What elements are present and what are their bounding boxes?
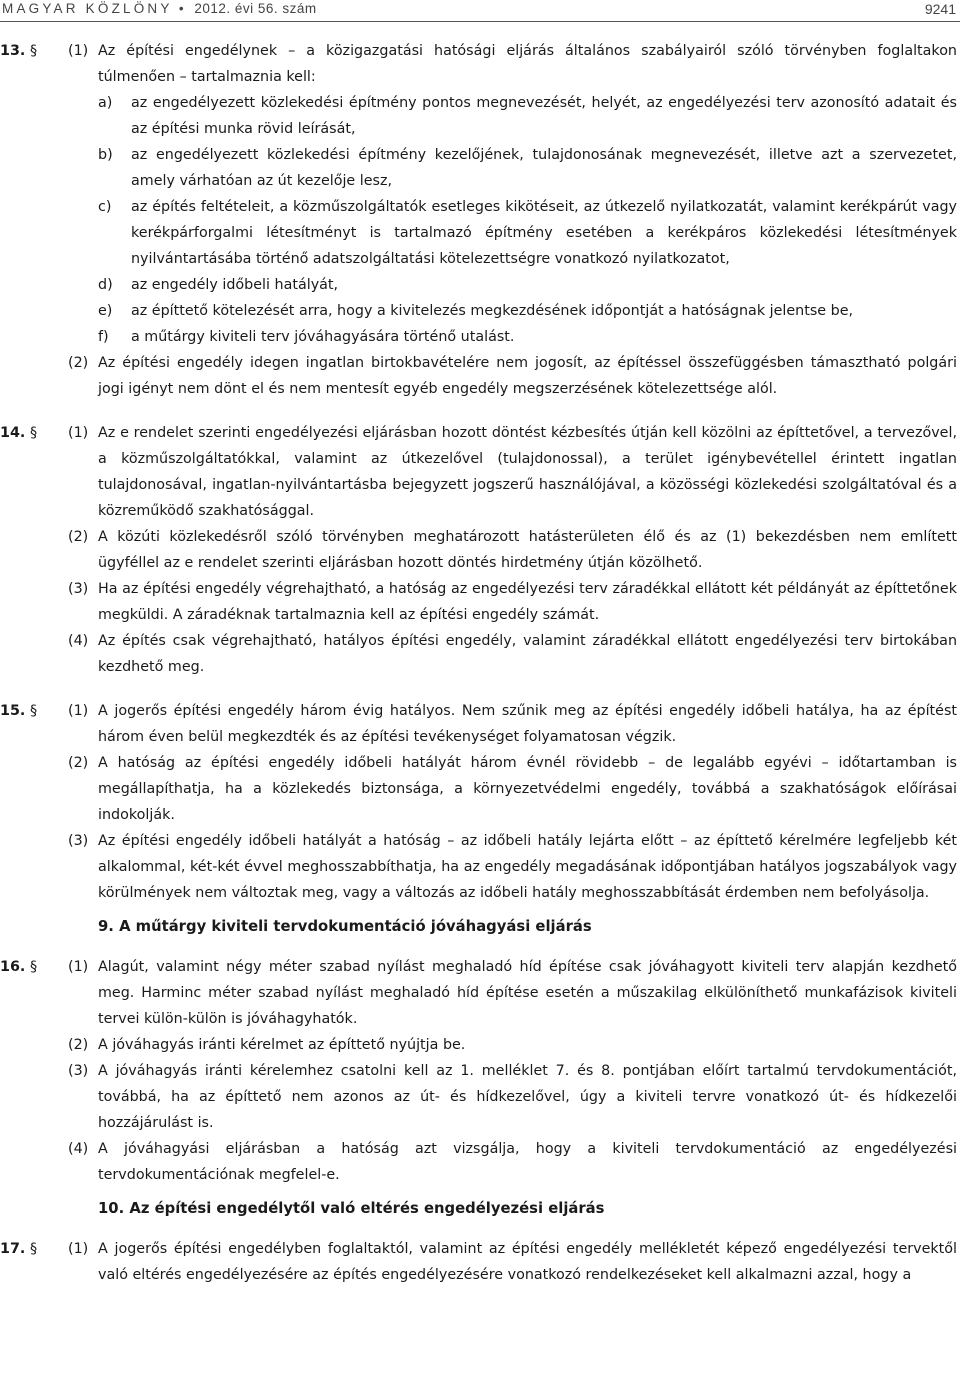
header-bullet: • [178, 1, 185, 16]
section-14-para-1 [0, 420, 960, 524]
paragraph-text: A jogerős építési engedély három évig hatályos. Nem szűnik meg az építési engedély időbeli hatálya, ha az építést három éven belül megkezdték és az építési tevékenységet folyamatosan végzik. [98, 703, 957, 745]
section-number: 16. [0, 959, 26, 975]
paragraph-text: Az építési engedély idegen ingatlan birtokbavételére nem jogosít, az építéssel összefüggésben támasztható polgári jogi igényt nem dönt el és nem mentesít egyéb engedély megszerzésének kötelezettsége alól. [98, 355, 957, 397]
paragraph-text: Az építés csak végrehajtható, hatályos építési engedély, valamint záradékkal ellátott engedélyezési terv birtokában kezdhető meg. [98, 633, 957, 675]
item-letter: f) [98, 329, 109, 345]
paragraph-number: (2) [68, 755, 89, 771]
paragraph-number: (3) [68, 833, 89, 849]
section-symbol: § [30, 959, 38, 975]
section-16-para-2 [0, 1032, 960, 1058]
paragraph-text: A jogerős építési engedélyben foglaltaktól, valamint az építési engedély mellékletét képező engedélyezési tervektől való eltérés engedélyezésére az építés engedélyezésére vonatkozó rendelkezéseket kell alkalmazni azzal, hogy a [98, 1241, 957, 1283]
paragraph-number: (2) [68, 1037, 89, 1053]
section-15-para-1 [0, 698, 960, 750]
chapter-heading-9: 9. A műtárgy kiviteli tervdokumentáció jóváhagyási eljárás [98, 918, 592, 935]
paragraph-number: (3) [68, 1063, 89, 1079]
item-text: az engedély időbeli hatályát, [131, 277, 339, 293]
section-number: 15. [0, 703, 26, 719]
paragraph-text: Az e rendelet szerinti engedélyezési eljárásban hozott döntést kézbesítés útján kell közölni az építtetővel, a tervezővel, a közműszolgáltatókkal, valamint az útkezelővel (tulajdonossal), a terület igénybevétellel érintett ingatlan tulajdonosával, ingatlan-nyilvántartásba bejegyzett jogszerű használójával, a közösségi közlekedési szolgáltatóval és a közreműködő szakhatósággal. [98, 425, 957, 519]
header-publication-line [2, 1, 317, 16]
section-14-para-2 [0, 524, 960, 576]
section-16-para-1 [0, 954, 960, 1032]
list-item [0, 298, 960, 324]
page-number: 9241 [924, 1, 956, 17]
paragraph-text: Az építési engedély időbeli hatályát a hatóság – az időbeli hatály lejárta előtt – az építtető kérelmére legfeljebb két alkalommal, két-két évvel meghosszabbíthatja, ha az engedély megadásának időpontjában hatályos jogszabályok vagy körülmények nem változtak meg, vagy a változás az időbeli hatály meghosszabbítását érdemben nem befolyásolja. [98, 833, 957, 901]
item-text: az építtető kötelezését arra, hogy a kivitelezés megkezdésének időpontját a hatóságnak jelentse be, [131, 303, 854, 319]
section-14-para-3 [0, 576, 960, 628]
paragraph-text: A hatóság az építési engedély időbeli hatályát három évnél rövidebb – de legalább egyévi – időtartamban is megállapíthatja, ha a közlekedés biztonsága, a környezetvédelmi engedély, továbbá a szakhatóságok előírásai indokolják. [98, 755, 957, 823]
paragraph-text: Az építési engedélynek – a közigazgatási hatósági eljárás általános szabályairól szóló törvényben foglaltakon túlmenően – tartalmaznia kell: [98, 43, 957, 85]
list-item [0, 194, 960, 272]
page-header [0, 0, 960, 22]
item-text: az engedélyezett közlekedési építmény pontos megnevezését, helyét, az engedélyezési terv azonosító adatait és az építési munka rövid leírását, [131, 95, 957, 137]
section-13-para-2 [0, 350, 960, 402]
paragraph-number: (4) [68, 633, 89, 649]
item-text: az építés feltételeit, a közműszolgáltatók esetleges kikötéseit, az útkezelő nyilatkozatát, valamint kerékpárút vagy kerékpárforgalmi létesítményt is tartalmazó építmény esetében a kerékpáros közlekedési létesítmények nyilvántartásába történő adatszolgáltatási kötelezettségre vonatkozó nyilatkozatot, [131, 199, 957, 267]
item-text: a műtárgy kiviteli terv jóváhagyására történő utalást. [131, 329, 515, 345]
header-divider [0, 21, 960, 22]
item-letter: e) [98, 303, 113, 319]
section-symbol: § [30, 43, 38, 59]
item-letter: b) [98, 147, 113, 163]
list-item [0, 90, 960, 142]
paragraph-text: A jóváhagyás iránti kérelmet az építtető nyújtja be. [98, 1037, 466, 1053]
paragraph-number: (1) [68, 425, 89, 441]
paragraph-number: (1) [68, 959, 89, 975]
paragraph-number: (3) [68, 581, 89, 597]
item-letter: c) [98, 199, 112, 215]
section-15-para-3 [0, 828, 960, 906]
document-body [0, 38, 960, 1288]
paragraph-number: (1) [68, 43, 89, 59]
item-text: az engedélyezett közlekedési építmény kezelőjének, tulajdonosának megnevezését, illetve azt a szervezetet, amely várhatóan az út kezelője lesz, [131, 147, 957, 189]
item-letter: a) [98, 95, 113, 111]
section-symbol: § [30, 703, 38, 719]
paragraph-number: (2) [68, 355, 89, 371]
section-number: 13. [0, 43, 26, 59]
paragraph-text: Ha az építési engedély végrehajtható, a hatóság az engedélyezési terv záradékkal ellátott két példányát az építtetőnek megküldi. A záradéknak tartalmaznia kell az építési engedély számát. [98, 581, 957, 623]
issue-info: 2012. évi 56. szám [194, 1, 317, 16]
paragraph-number: (4) [68, 1141, 89, 1157]
paragraph-text: Alagút, valamint négy méter szabad nyílást meghaladó híd építése csak jóváhagyott kiviteli terv alapján kezdhető meg. Harminc méter szabad nyílást meghaladó híd építése esetén a műszakilag elkülöníthető munkafázisok kiviteli tervei külön-külön is jóváhagyhatók. [98, 959, 957, 1027]
section-14-para-4 [0, 628, 960, 680]
list-item [0, 272, 960, 298]
chapter-heading-10: 10. Az építési engedélytől való eltérés engedélyezési eljárás [98, 1200, 605, 1217]
section-15-para-2 [0, 750, 960, 828]
paragraph-text: A jóváhagyási eljárásban a hatóság azt vizsgálja, hogy a kiviteli tervdokumentáció az engedélyezési tervdokumentációnak megfelel-e. [98, 1141, 957, 1183]
publication-title: MAGYAR KÖZLÖNY [2, 1, 173, 16]
paragraph-number: (2) [68, 529, 89, 545]
section-gap [0, 680, 960, 698]
item-letter: d) [98, 277, 113, 293]
section-13-para-1 [0, 38, 960, 90]
section-17-para-1 [0, 1236, 960, 1288]
paragraph-number: (1) [68, 703, 89, 719]
paragraph-text: A közúti közlekedésről szóló törvényben meghatározott hatásterületen élő és az (1) bekezdésben nem említett ügyféllel az e rendelet szerinti eljárásban hozott döntés hirdetmény útján közölhető. [98, 529, 957, 571]
paragraph-text: A jóváhagyás iránti kérelemhez csatolni kell az 1. melléklet 7. és 8. pontjában előírt tartalmú tervdokumentációt, továbbá, ha az építtető nem azonos az út- és hídkezelővel, úgy a kiviteli tervre vonatkozó út- és hídkezelői hozzájárulást is. [98, 1063, 957, 1131]
section-16-para-3 [0, 1058, 960, 1136]
list-item [0, 324, 960, 350]
section-symbol: § [30, 1241, 38, 1257]
section-symbol: § [30, 425, 38, 441]
section-16-para-4 [0, 1136, 960, 1188]
paragraph-number: (1) [68, 1241, 89, 1257]
section-gap [0, 402, 960, 420]
section-number: 17. [0, 1241, 26, 1257]
list-item [0, 142, 960, 194]
section-number: 14. [0, 425, 26, 441]
